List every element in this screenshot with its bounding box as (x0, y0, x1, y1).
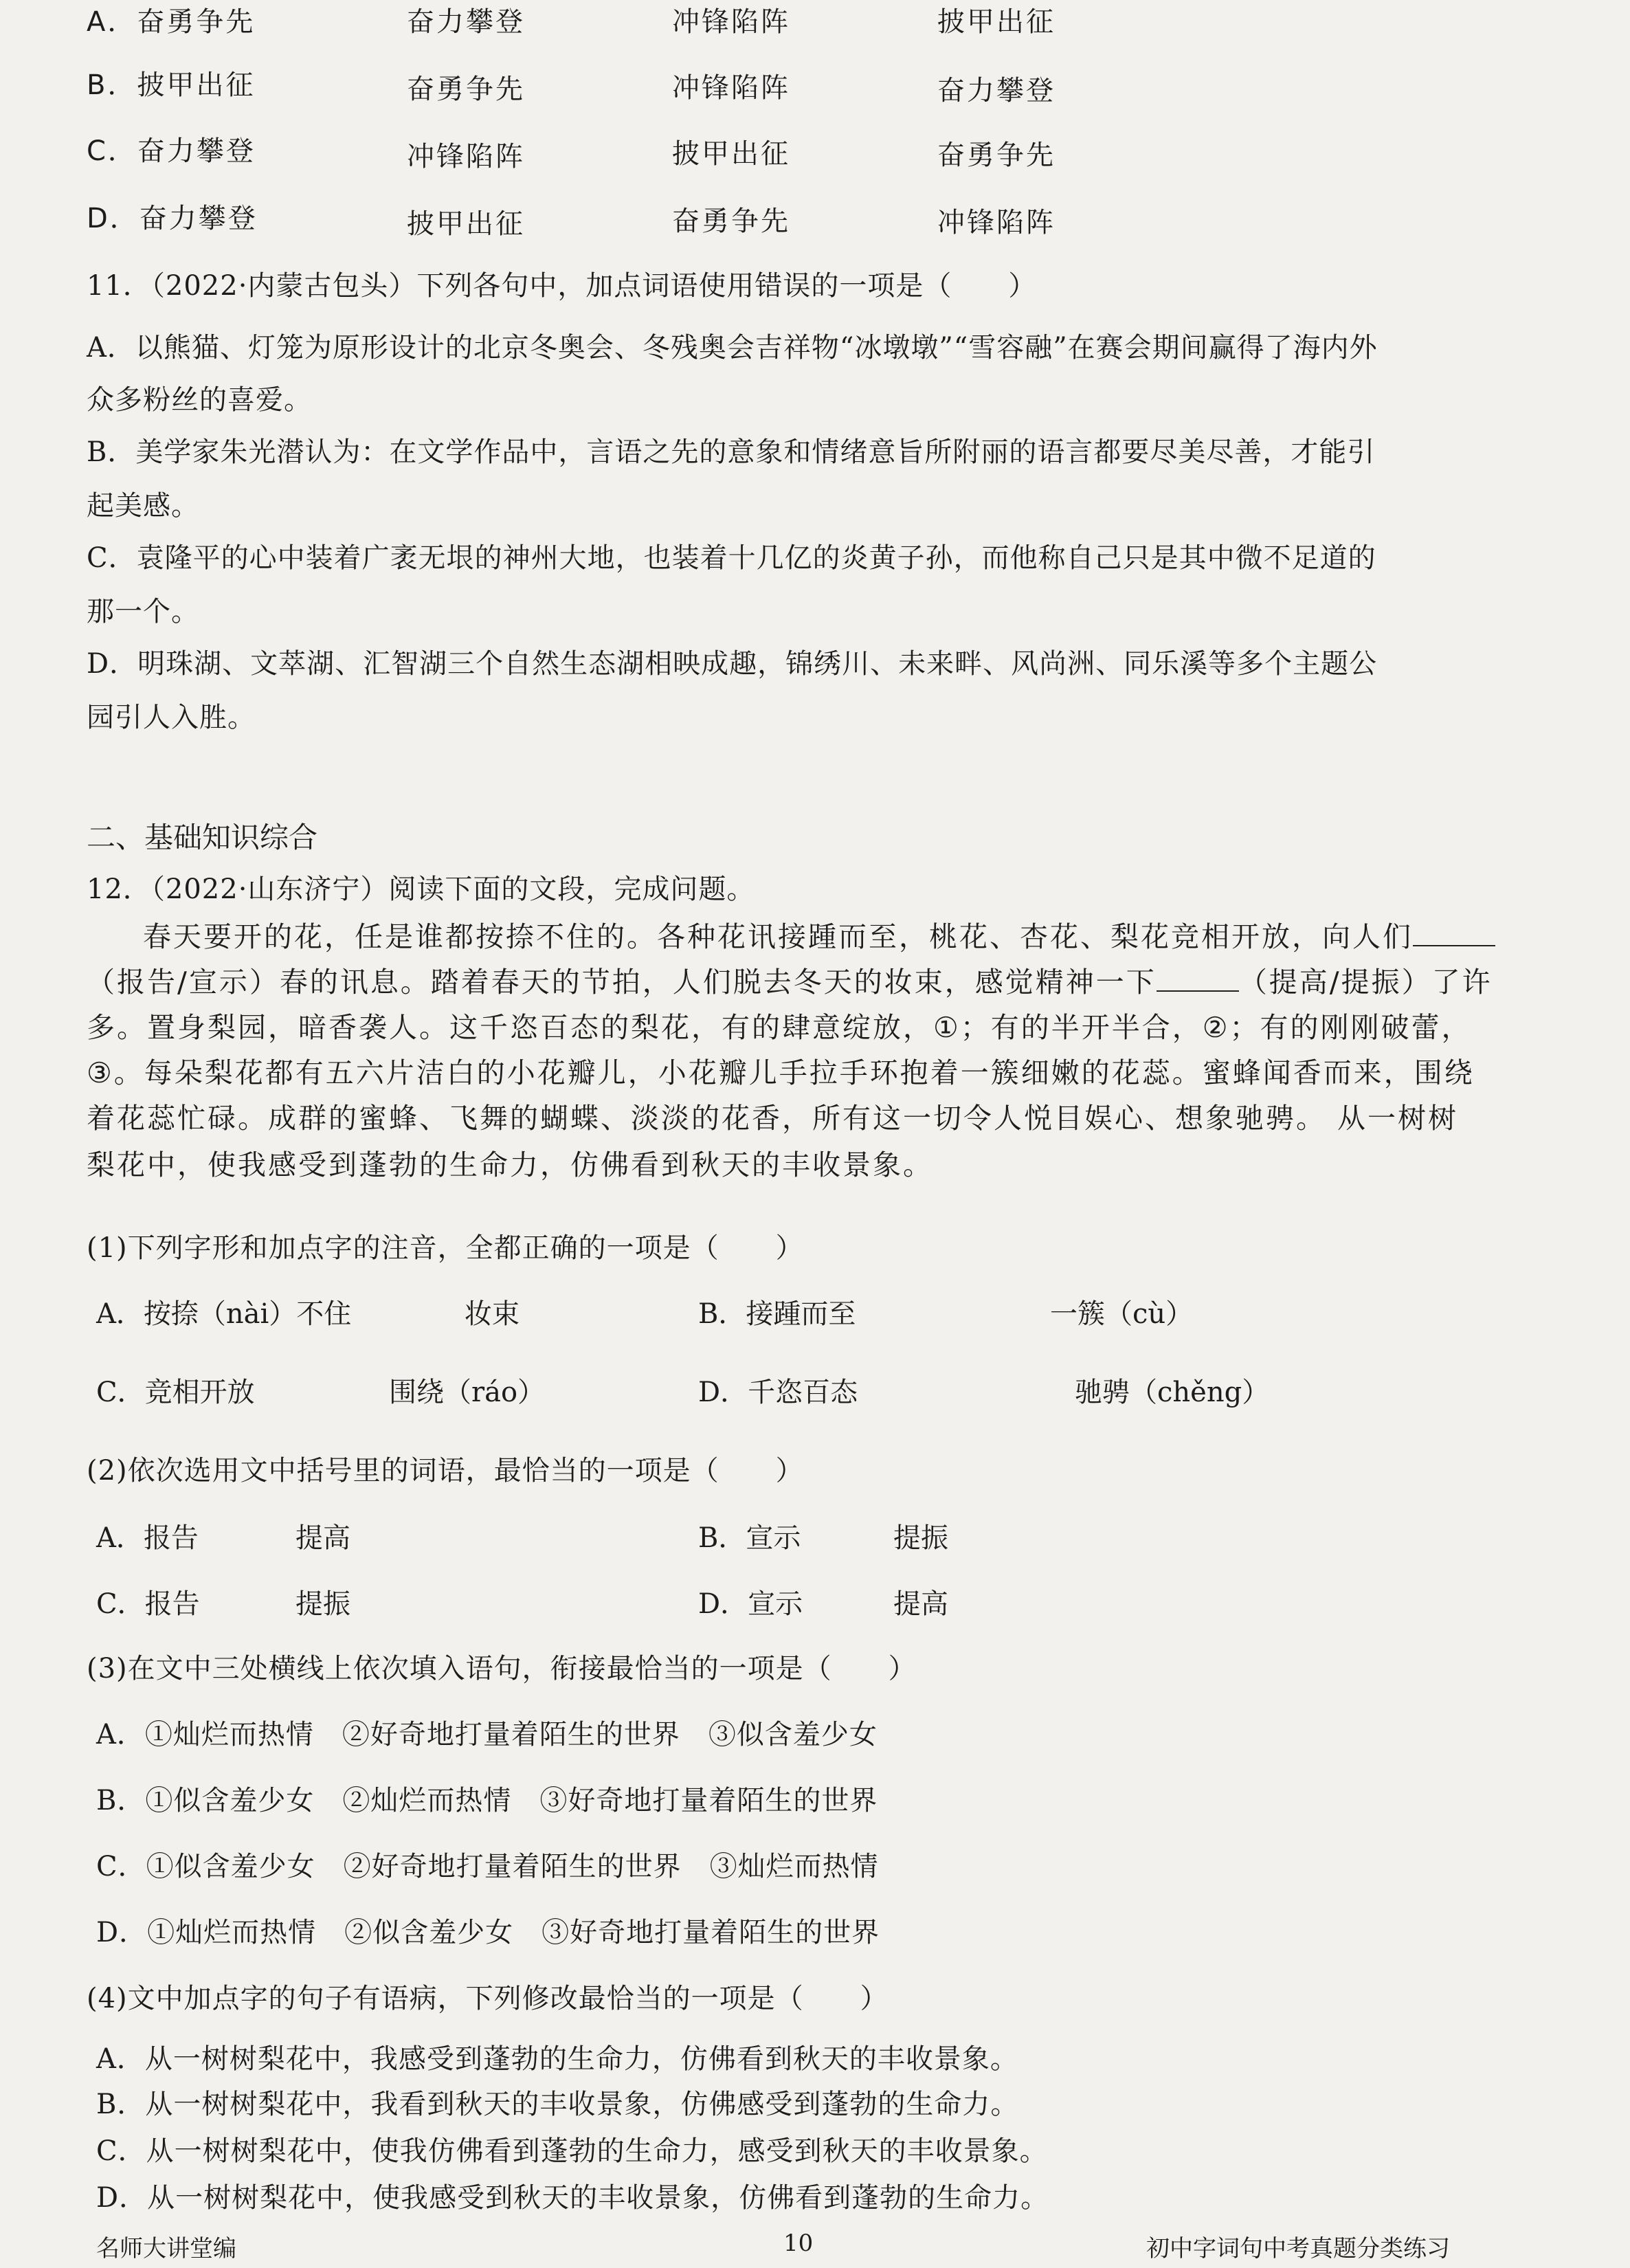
top-option-b-1: B．披甲出征 (87, 69, 256, 101)
q12-stem: 12．（2022·山东济宁）阅读下面的文段，完成问题。 (87, 874, 755, 905)
sub3-option-a: A．①灿烂而热情 ②好奇地打量着陌生的世界 ③似含羞少女 (96, 1719, 878, 1750)
passage-line-4: ③。每朵梨花都有五六片洁白的小花瓣儿，小花瓣儿手拉手环抱着一簇细嫩的花蕊。蜜蜂闻香而来，围绕 (87, 1056, 1475, 1089)
top-option-c-3: 披甲出征 (672, 138, 790, 170)
sub2-option-b-1: B．宣示 (698, 1522, 801, 1554)
sub1-option-c-2: 围绕（ráo） (389, 1377, 546, 1408)
top-option-b-3: 冲锋陷阵 (672, 72, 790, 104)
sub1-option-c-1: C．竞相开放 (96, 1377, 255, 1408)
footer-book-title: 初中字词句中考真题分类练习 (1146, 2235, 1450, 2263)
sub4-option-a: A．从一树树梨花中，我感受到蓬勃的生命力，仿佛看到秋天的丰收景象。 (96, 2043, 1018, 2075)
top-option-b-2: 奋勇争先 (407, 74, 525, 105)
passage-line-2-text-a: （报告/宣示）春的讯息。踏着春天的节拍，人们脱去冬天的妆束，感觉精神一下 (87, 966, 1157, 999)
sub2-option-a-1: A．报告 (96, 1522, 199, 1554)
sub1-option-d-1: D．千恣百态 (698, 1377, 858, 1408)
q11-option-b-line2: 起美感。 (87, 490, 199, 522)
sub1-option-d-2: 驰骋（chěng） (1075, 1377, 1270, 1408)
answer-blank-2[interactable] (1157, 970, 1239, 992)
sub4-stem: (4)文中加点字的句子有语病，下列修改最恰当的一项是（ ） (87, 1983, 889, 2014)
sub1-stem: (1)下列字形和加点字的注音，全都正确的一项是（ ） (87, 1232, 804, 1264)
sub4-option-b: B．从一树树梨花中，我看到秋天的丰收景象，仿佛感受到蓬勃的生命力。 (96, 2089, 1019, 2120)
sub2-option-d-2: 提高 (893, 1588, 948, 1620)
sub1-option-a-2: 妆束 (465, 1298, 520, 1330)
passage-line-6: 梨花中，使我感受到蓬勃的生命力，仿佛看到秋天的丰收景象。 (87, 1148, 933, 1181)
sub3-option-d: D．①灿烂而热情 ②似含羞少女 ③好奇地打量着陌生的世界 (96, 1917, 880, 1948)
top-option-d-4: 冲锋陷阵 (937, 207, 1056, 238)
q11-option-b-line1: B．美学家朱光潜认为：在文学作品中，言语之先的意象和情绪意旨所附丽的语言都要尽美尽善，才能引 (87, 436, 1376, 468)
q11-option-a-line1: A．以熊猫、灯笼为原形设计的北京冬奥会、冬残奥会吉祥物“冰墩墩”“雪容融”在赛会期间赢得了海内外 (87, 332, 1378, 364)
sub1-option-b-2: 一簇（cù） (1050, 1298, 1194, 1330)
top-option-a-3: 冲锋陷阵 (672, 6, 790, 38)
q11-option-d-line1: D．明珠湖、文萃湖、汇智湖三个自然生态湖相映成趣，锦绣川、未来畔、风尚洲、同乐溪等多个主题公 (87, 648, 1378, 680)
q11-option-a-line2: 众多粉丝的喜爱。 (87, 384, 312, 416)
top-option-b-4: 奋力攀登 (937, 75, 1056, 107)
top-option-d-1: D．奋力攀登 (87, 203, 258, 234)
passage-line-2-text-b: （提高/提振）了许 (1238, 966, 1493, 999)
passage-line-5: 着花蕊忙碌。成群的蜜蜂、飞舞的蝴蝶、淡淡的花香，所有这一切令人悦目娱心、想象驰骋。 从一树树 (87, 1102, 1459, 1135)
sub3-option-c: C．①似含羞少女 ②好奇地打量着陌生的世界 ③灿烂而热情 (96, 1851, 879, 1882)
passage-line-1-text: 春天要开的花，任是谁都按捺不住的。各种花讯接踵而至，桃花、杏花、梨花竞相开放，向人们 (143, 920, 1413, 953)
sub1-option-b-1: B．接踵而至 (698, 1298, 856, 1330)
q11-option-c-line1: C．袁隆平的心中装着广袤无垠的神州大地，也装着十几亿的炎黄子孙，而他称自己只是其中微不足道的 (87, 542, 1376, 574)
sub2-stem: (2)依次选用文中括号里的词语，最恰当的一项是（ ） (87, 1455, 804, 1487)
top-option-a-1: A．奋勇争先 (87, 6, 256, 38)
passage-line-1 (143, 914, 1495, 955)
top-option-c-1: C．奋力攀登 (87, 135, 256, 167)
sub4-option-c: C．从一树树梨花中，使我仿佛看到蓬勃的生命力，感受到秋天的丰收景象。 (96, 2135, 1048, 2167)
q11-option-d-line2: 园引人入胜。 (87, 702, 256, 733)
q11-option-c-line2: 那一个。 (87, 596, 199, 627)
sub2-option-b-2: 提振 (893, 1522, 948, 1554)
passage-line-2 (87, 959, 1493, 1000)
sub2-option-a-2: 提高 (295, 1522, 350, 1554)
section-heading: 二、基础知识综合 (87, 821, 318, 854)
footer-publisher: 名师大讲堂编 (96, 2235, 236, 2263)
sub2-option-c-1: C．报告 (96, 1588, 200, 1620)
sub2-option-c-2: 提振 (295, 1588, 350, 1620)
sub2-option-d-1: D．宣示 (698, 1588, 803, 1620)
top-option-d-3: 奋勇争先 (672, 205, 790, 237)
bleed-through-text (948, 756, 972, 790)
answer-blank-1[interactable] (1413, 924, 1495, 946)
passage-line-3: 多。置身梨园，暗香袭人。这千恣百态的梨花，有的肆意绽放，①；有的半开半合，②；有的刚刚破蕾， (87, 1011, 1472, 1044)
top-option-c-2: 冲锋陷阵 (407, 141, 525, 173)
top-option-a-2: 奋力攀登 (407, 6, 525, 38)
page-number: 10 (783, 2230, 814, 2257)
top-option-c-4: 奋勇争先 (937, 140, 1056, 171)
sub1-option-a-1: A．按捺（nài）不住 (96, 1298, 352, 1330)
top-option-d-2: 披甲出征 (407, 208, 525, 240)
q11-stem: 11．（2022·内蒙古包头）下列各句中，加点词语使用错误的一项是（ ） (87, 270, 1037, 302)
sub4-option-d: D．从一树树梨花中，使我感受到秋天的丰收景象，仿佛看到蓬勃的生命力。 (96, 2182, 1049, 2214)
top-option-a-4: 披甲出征 (937, 6, 1056, 38)
sub3-option-b: B．①似含羞少女 ②灿烂而热情 ③好奇地打量着陌生的世界 (96, 1785, 878, 1816)
sub3-stem: (3)在文中三处横线上依次填入语句，衔接最恰当的一项是（ ） (87, 1653, 917, 1685)
